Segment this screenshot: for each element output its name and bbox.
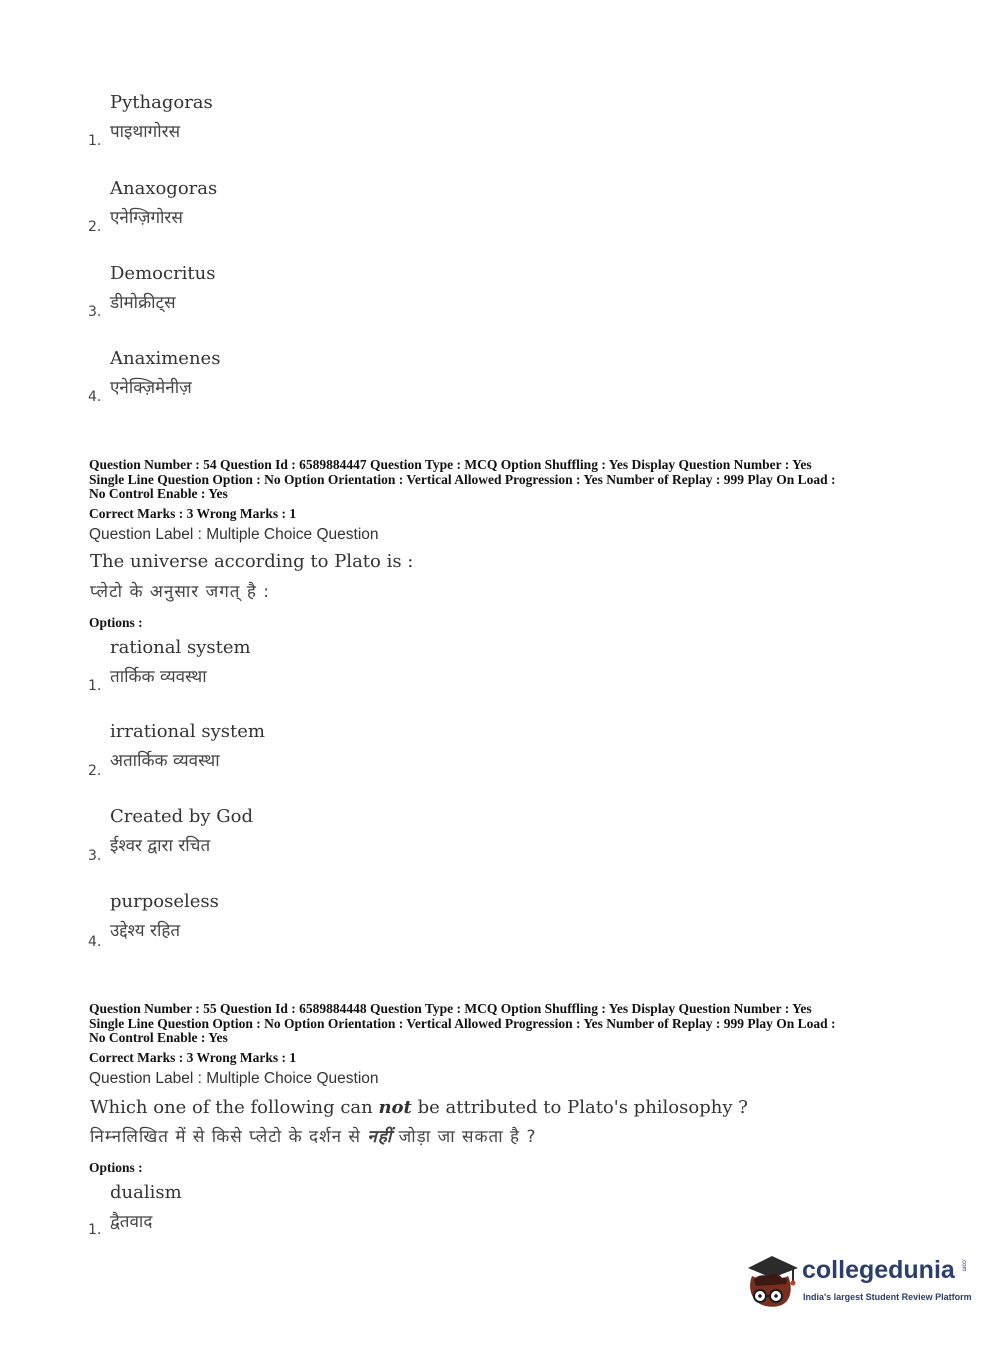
option-text-hi: एनेक्ज़िमेनीज़ [110,378,192,398]
meta-line-3: No Control Enable : Yes [89,486,228,501]
meta-line-1: Question Number : 55 Question Id : 6589884448 Question Type : MCQ Option Shuffling : Yes Display Question Number : Yes [89,1001,812,1016]
option-text-hi: उद्देश्य रहित [110,921,181,941]
option-number: 1. [88,1222,102,1238]
question-55-marks: Correct Marks : 3 Wrong Marks : 1 [89,1050,297,1065]
question-55-meta [89,1002,919,1046]
option-text-hi: डीमोक्रीट्स [110,293,176,313]
text-part: Which one of the following can [90,1097,379,1118]
question-54-options-heading: Options : [89,615,143,630]
option-text-en: Democritus [110,263,216,284]
option-number: 3. [88,304,102,320]
option-text-en: Pythagoras [110,92,213,113]
option-text-en: Anaxogoras [110,178,218,199]
option-number: 2. [88,763,102,779]
question-54-meta [89,458,919,502]
meta-line-1: Question Number : 54 Question Id : 6589884447 Question Type : MCQ Option Shuffling : Yes Display Question Number : Yes [89,457,812,472]
question-54-text-hi: प्लेटो के अनुसार जगत् है : [90,582,271,602]
meta-line-2: Single Line Question Option : No Option Orientation : Vertical Allowed Progression : Yes Number of Replay : 999 Play On Load : [89,471,836,487]
option-text-en: Created by God [110,806,254,827]
option-text-en: dualism [110,1182,182,1203]
question-54-label: Question Label : Multiple Choice Question [89,526,379,543]
option-number: 2. [88,219,102,235]
mascot-icon [742,1250,804,1320]
question-55-text-hi [90,1124,537,1147]
question-54-marks: Correct Marks : 3 Wrong Marks : 1 [89,506,297,521]
text-part: निम्नलिखित में से किसे प्लेटो के दर्शन से [90,1127,368,1147]
text-part: be attributed to Plato's philosophy ? [411,1097,748,1118]
emphasis-not: not [378,1097,412,1118]
meta-line-2: Single Line Question Option : No Option Orientation : Vertical Allowed Progression : Yes Number of Replay : 999 Play On Load : [89,1015,836,1031]
option-text-hi: ईश्वर द्वारा रचित [110,836,211,856]
option-text-en: irrational system [110,721,265,742]
logo-tagline: India's largest Student Review Platform [803,1292,972,1302]
logo-wordmark: collegedunia [802,1256,955,1284]
option-text-hi: अतार्किक व्यवस्था [110,751,220,771]
option-number: 1. [88,133,102,149]
text-part: जोड़ा जा सकता है ? [392,1127,537,1147]
logo-dotcom: .com [960,1258,967,1272]
option-text-hi: एनेग्ज़िगोरस [110,208,183,228]
option-number: 4. [88,389,102,405]
question-55-text-en [90,1097,748,1118]
option-text-en: purposeless [110,891,219,912]
emphasis-nahin: नहीं [367,1127,393,1147]
collegedunia-logo [742,1250,972,1320]
option-text-hi: तार्किक व्यवस्था [110,667,207,687]
option-text-en: Anaximenes [110,348,221,369]
question-55-options-heading: Options : [89,1160,143,1175]
option-number: 1. [88,678,102,694]
option-text-en: rational system [110,637,251,658]
meta-line-3: No Control Enable : Yes [89,1030,228,1045]
option-number: 4. [88,934,102,950]
option-text-hi: पाइथागोरस [110,122,181,142]
option-text-hi: द्वैतवाद [110,1212,153,1232]
question-55-label: Question Label : Multiple Choice Question [89,1070,379,1087]
question-54-text-en: The universe according to Plato is : [90,551,414,572]
option-number: 3. [88,848,102,864]
